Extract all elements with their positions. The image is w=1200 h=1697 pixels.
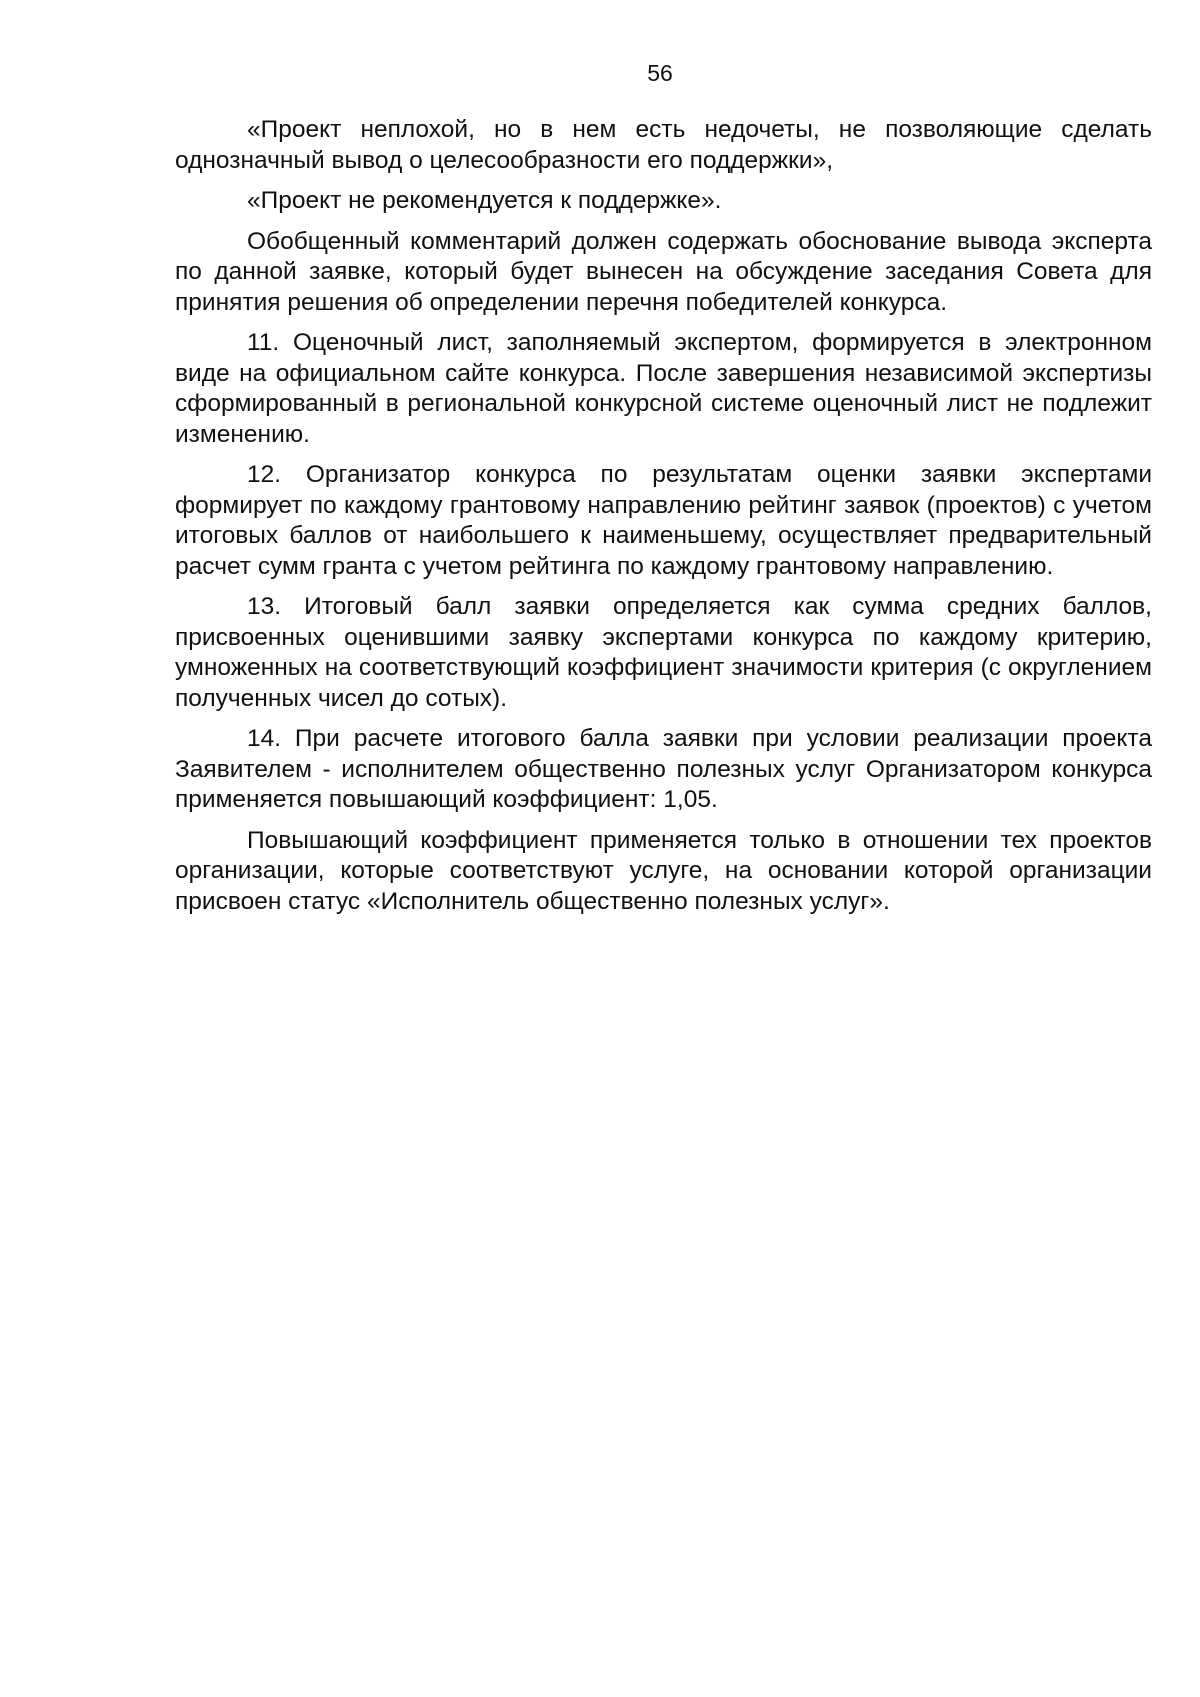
page-number: 56 bbox=[647, 60, 673, 86]
paragraph-item-12: 12. Организатор конкурса по результатам оценки заявки экспертами формирует по каждому грантовому направлению рейтинг заявок (проектов) с учетом итоговых баллов от наибольшего к наименьшему, осуществляет предварительный расчет сумм гранта с учетом рейтинга по каждому грантовому направлению. bbox=[175, 461, 1152, 580]
paragraph-item-11: 11. Оценочный лист, заполняемый экспертом, формируется в электронном виде на официальном сайте конкурса. После завершения независимой экспертизы сформированный в региональной конкурсной системе оценочный лист не подлежит изменению. bbox=[175, 329, 1152, 448]
document-body bbox=[175, 115, 1152, 927]
paragraph-general-comment: Обобщенный комментарий должен содержать обоснование вывода эксперта по данной заявке, который будет вынесен на обсуждение заседания Совета для принятия решения об определении перечня победителей конкурса. bbox=[175, 227, 1152, 316]
paragraph-item-14: 14. При расчете итогового балла заявки при условии реализации проекта Заявителем - исполнителем общественно полезных услуг Организатором конкурса применяется повышающий коэффициент: 1,05. bbox=[175, 725, 1152, 813]
paragraph-item-13: 13. Итоговый балл заявки определяется как сумма средних баллов, присвоенных оценившими заявку экспертами конкурса по каждому критерию, умноженных на соответствующий коэффициент значимости критерия (с округлением полученных чисел до сотых). bbox=[175, 593, 1152, 712]
paragraph-coefficient-note: Повышающий коэффициент применяется только в отношении тех проектов организации, которые соответствуют услуге, на основании которой организации присвоен статус «Исполнитель общественно полезных услуг». bbox=[175, 826, 1152, 915]
paragraph-quote-shortcomings: «Проект неплохой, но в нем есть недочеты, не позволяющие сделать однозначный вывод о целесообразности его поддержки», bbox=[175, 116, 1152, 174]
paragraph-quote-not-recommended: «Проект не рекомендуется к поддержке». bbox=[247, 187, 722, 214]
